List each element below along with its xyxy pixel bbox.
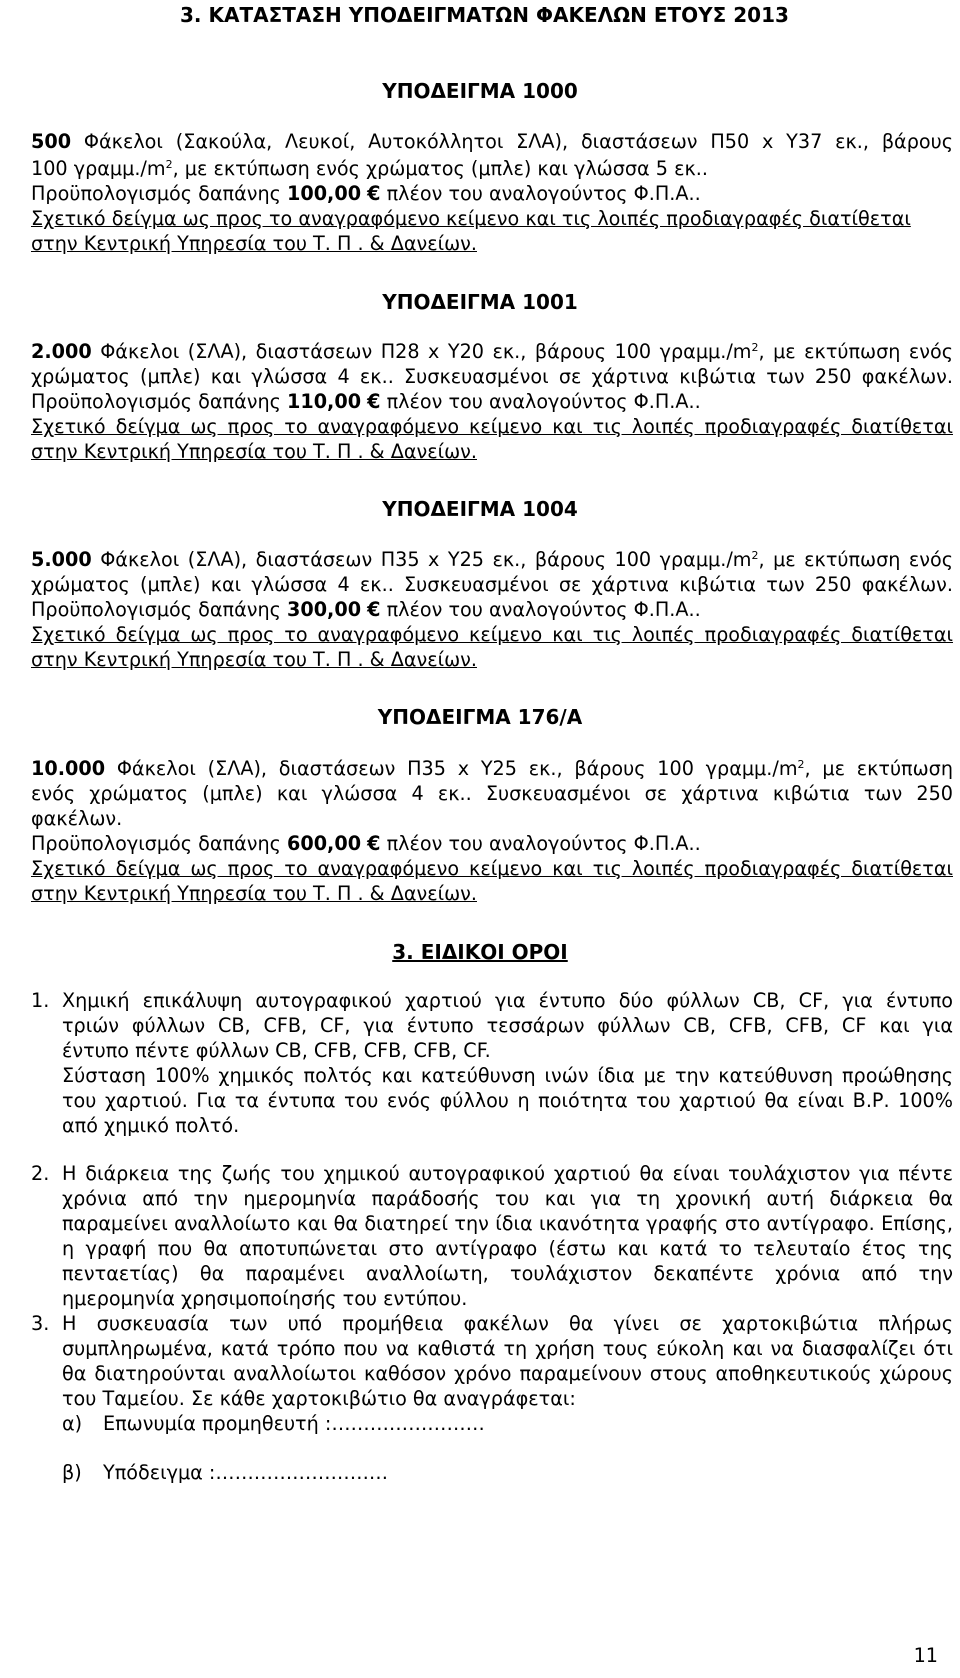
term-1-line: του χαρτιού. Για τα έντυπα του ενός φύλλου η ποιότητα του χαρτιού θα είναι Β.Ρ. 100%	[62, 1089, 953, 1112]
term-2-line: παραμείνει αναλλοίωτο και θα διατηρεί την ίδια ικανότητα γραφής στο αντίγραφο. Επίσης,	[62, 1212, 953, 1235]
term-3-sub-sample: Υπόδειγμα :………………………	[103, 1461, 389, 1484]
sample-1004-note1: Σχετικό δείγμα ως προς το αναγραφόμενο κείμενο και τις λοιπές προδιαγραφές διατίθεται	[31, 623, 953, 646]
term-1-line: Σύσταση 100% χημικός πολτός και κατεύθυνση ινών ίδια με την κατεύθυνση προώθησης	[62, 1064, 953, 1087]
sample-176a-line2: ενός χρώματος (μπλε) και γλώσσα 4 εκ.. Συσκευασμένοι σε χάρτινα κιβώτια των 250	[31, 782, 953, 805]
term-2-line: ημερομηνία χρησιμοποίησής του εντύπου.	[62, 1287, 468, 1310]
term-3-line: του Ταμείου. Σε κάθε χαρτοκιβώτιο θα αναγράφεται:	[62, 1387, 576, 1410]
sample-1000-note2: στην Κεντρική Υπηρεσία του Τ. Π . & Δανείων.	[31, 232, 477, 255]
sample-1004-line1: 5.000 Φάκελοι (ΣΛΑ), διαστάσεων Π35 x Υ25 εκ., βάρους 100 $\gamma\rho\alpha\mu\mu./m^2$, με εκτύπωση ενός	[31, 548, 954, 571]
euro-icon: €	[367, 390, 381, 413]
sample-1001-qty: 2.000	[31, 340, 92, 363]
sample-176a-note1: Σχετικό δείγμα ως προς το αναγραφόμενο κείμενο και τις λοιπές προδιαγραφές διατίθεται	[31, 857, 953, 880]
page-title: 3. ΚΑΤΑΣΤΑΣΗ ΥΠΟΔΕΙΓΜΑΤΩΝ ΦΑΚΕΛΩΝ ΕΤΟΥΣ 2013	[180, 3, 789, 27]
term-1-line: από χημικό πολτό.	[62, 1114, 240, 1137]
sample-1001-line2: χρώματος (μπλε) και γλώσσα 4 εκ.. Συσκευασμένοι σε χάρτινα κιβώτια των 250 φακέλων.	[31, 365, 953, 388]
sample-1004-qty: 5.000	[31, 548, 92, 571]
sample-1000-line2: 100 $\gamma\rho\alpha\mu\mu./m^2$, με εκτύπωση ενός χρώματος (μπλε) και γλώσσα 5 εκ..	[31, 157, 708, 180]
sample-1004-line2: χρώματος (μπλε) και γλώσσα 4 εκ.. Συσκευασμένοι σε χάρτινα κιβώτια των 250 φακέλων.	[31, 573, 953, 596]
term-1-line: έντυπο πέντε φύλλων CB, CFB, CFB, CFB, CF.	[62, 1039, 491, 1062]
term-2-line: χρόνια από την ημερομηνία παράδοσής του και για τη χρονική αυτή διάρκεια θα	[62, 1187, 953, 1210]
term-3-line: θα διατηρούνται αναλλοίωτοι καθόσον χρόνο παραμείνουν στους αποθηκευτικούς χώρους	[62, 1362, 953, 1385]
sample-1001-note2: στην Κεντρική Υπηρεσία του Τ. Π . & Δανείων.	[31, 440, 477, 463]
sample-1000-line1: 500 Φάκελοι (Σακούλα, Λευκοί, Αυτοκόλλητοι ΣΛΑ), διαστάσεων Π50 x Υ37 εκ., βάρους	[31, 130, 953, 153]
sample-176a-cost: Προϋπολογισμός δαπάνης 600,00 € πλέον του αναλογούντος Φ.Π.Α..	[31, 832, 701, 855]
term-3-sub-supplier: Επωνυμία προμηθευτή :……………………	[103, 1412, 485, 1435]
sample-1001-heading: ΥΠΟΔΕΙΓΜΑ 1001	[382, 290, 578, 314]
term-1-number: 1.	[31, 989, 50, 1012]
euro-icon: €	[367, 182, 381, 205]
sample-176a-line3: φακέλων.	[31, 807, 123, 830]
term-2-line: πενταετίας) θα παραμένει αναλλοίωτη, τουλάχιστον δεκαπέντε χρόνια από την	[62, 1262, 953, 1285]
term-3-number: 3.	[31, 1312, 50, 1335]
term-2-number: 2.	[31, 1162, 50, 1185]
sample-1004-note2: στην Κεντρική Υπηρεσία του Τ. Π . & Δανείων.	[31, 648, 477, 671]
sample-1000-heading: ΥΠΟΔΕΙΓΜΑ 1000	[382, 79, 578, 103]
euro-icon: €	[367, 598, 381, 621]
page-number: 11	[913, 1644, 938, 1667]
sample-1000-cost: Προϋπολογισμός δαπάνης 100,00 € πλέον του αναλογούντος Φ.Π.Α..	[31, 182, 701, 205]
term-3-line: Η συσκευασία των υπό προμήθεια φακέλων θα γίνει σε χαρτοκιβώτια πλήρως	[62, 1312, 953, 1335]
term-1-line: τριών φύλλων CB, CFB, CF, για έντυπο τεσσάρων φύλλων CB, CFB, CFB, CF και για	[62, 1014, 953, 1037]
term-3-line: συμπληρωμένα, κατά τρόπο που να καθιστά τη χρήση τους εύκολη και να διασφαλίζει ότι	[62, 1337, 953, 1360]
sample-1001-note1: Σχετικό δείγμα ως προς το αναγραφόμενο κείμενο και τις λοιπές προδιαγραφές διατίθεται	[31, 415, 953, 438]
sample-1001-line1: 2.000 Φάκελοι (ΣΛΑ), διαστάσεων Π28 x Υ20 εκ., βάρους 100 $\gamma\rho\alpha\mu\mu./m^2$, με εκτύπωση ενός	[31, 340, 954, 363]
term-2-line: η γραφή που θα αποτυπώνεται στο αντίγραφο (έστω και κατά το τελευταίο έτος της	[62, 1237, 953, 1260]
sample-1004-heading: ΥΠΟΔΕΙΓΜΑ 1004	[382, 497, 578, 521]
term-1-line: Χημική επικάλυψη αυτογραφικού χαρτιού για έντυπο δύο φύλλων CB, CF, για έντυπο	[62, 989, 953, 1012]
sample-176a-note2: στην Κεντρική Υπηρεσία του Τ. Π . & Δανείων.	[31, 882, 477, 905]
sample-1000-note1: Σχετικό δείγμα ως προς το αναγραφόμενο κείμενο και τις λοιπές προδιαγραφές διατίθεται	[31, 207, 911, 230]
term-3-sub-label: β)	[62, 1461, 82, 1484]
term-2-line: Η διάρκεια της ζωής του χημικού αυτογραφικού χαρτιού θα είναι τουλάχιστον για πέντε	[62, 1162, 953, 1185]
sample-176a-line1: 10.000 Φάκελοι (ΣΛΑ), διαστάσεων Π35 x Υ25 εκ., βάρους 100 $\gamma\rho\alpha\mu\mu./m^2$, με εκτύπωση	[31, 757, 954, 780]
sample-1001-cost: Προϋπολογισμός δαπάνης 110,00 € πλέον του αναλογούντος Φ.Π.Α..	[31, 390, 701, 413]
special-terms-heading: 3. ΕΙΔΙΚΟΙ ΟΡΟΙ	[392, 940, 568, 964]
euro-icon: €	[367, 832, 381, 855]
sample-1000-qty: 500	[31, 130, 72, 153]
sample-176a-heading: ΥΠΟΔΕΙΓΜΑ 176/Α	[377, 705, 583, 729]
sample-176a-qty: 10.000	[31, 757, 106, 780]
term-3-sub-label: α)	[62, 1412, 83, 1435]
sample-1004-cost: Προϋπολογισμός δαπάνης 300,00 € πλέον του αναλογούντος Φ.Π.Α..	[31, 598, 701, 621]
